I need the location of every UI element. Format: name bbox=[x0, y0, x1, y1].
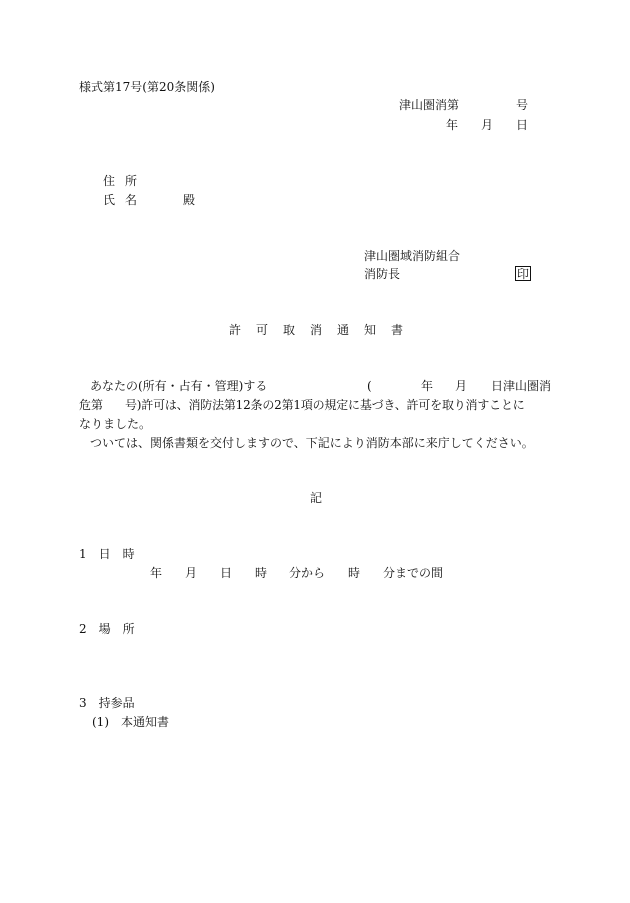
date-year: 年 bbox=[446, 118, 459, 132]
address-label-1: 住 bbox=[103, 174, 116, 188]
issuer-organization: 津山圏域消防組合 bbox=[364, 249, 461, 263]
body-line3: なりました。 bbox=[79, 417, 152, 431]
body-line1-year: 年 bbox=[421, 379, 434, 393]
item2-label: 2 場 所 bbox=[79, 622, 135, 636]
title-char-1: 許 bbox=[229, 323, 242, 337]
ki-heading: 記 bbox=[310, 491, 323, 505]
title-char-6: 知 bbox=[364, 323, 377, 337]
body-line2-b: 号)許可は、消防法第12条の2第1項の規定に基づき、許可を取り消すことに bbox=[125, 398, 525, 412]
form-number: 様式第17号(第20条関係) bbox=[79, 80, 215, 94]
item1-until: 分までの間 bbox=[383, 566, 444, 580]
issuer-title: 消防長 bbox=[364, 267, 401, 281]
item1-month: 月 bbox=[185, 566, 198, 580]
address-label-2: 所 bbox=[125, 174, 138, 188]
item1-label: 1 日 時 bbox=[79, 547, 135, 561]
item1-year: 年 bbox=[150, 566, 163, 580]
seal-mark bbox=[515, 266, 531, 281]
title-char-3: 取 bbox=[283, 323, 296, 337]
body-line1-c: 日津山圏消 bbox=[491, 379, 552, 393]
title-char-7: 書 bbox=[391, 323, 404, 337]
body-line1-b: ( bbox=[367, 379, 372, 393]
title-char-4: 消 bbox=[310, 323, 323, 337]
item1-from: 分から bbox=[289, 566, 326, 580]
date-day: 日 bbox=[516, 118, 529, 132]
doc-number-prefix: 津山圏消第 bbox=[399, 98, 460, 112]
body-line2-a: 危第 bbox=[79, 398, 104, 412]
body-line1-a: あなたの(所有・占有・管理)する bbox=[90, 379, 268, 393]
doc-number-suffix: 号 bbox=[516, 98, 529, 112]
date-month: 月 bbox=[481, 118, 494, 132]
name-label-1: 氏 bbox=[103, 193, 116, 207]
honorific: 殿 bbox=[183, 193, 196, 207]
seal-label: 印 bbox=[517, 267, 530, 281]
title-char-5: 通 bbox=[337, 323, 350, 337]
body-line1-month: 月 bbox=[455, 379, 468, 393]
item1-hour: 時 bbox=[255, 566, 268, 580]
name-label-2: 名 bbox=[125, 193, 138, 207]
item1-day: 日 bbox=[220, 566, 233, 580]
item1-hour2: 時 bbox=[348, 566, 361, 580]
item3-label: 3 持参品 bbox=[79, 696, 135, 710]
item3-sub: (1) 本通知書 bbox=[92, 715, 169, 729]
body-line4: ついては、関係書類を交付しますので、下記により消防本部に来庁してください。 bbox=[90, 436, 534, 450]
title-char-2: 可 bbox=[256, 323, 269, 337]
